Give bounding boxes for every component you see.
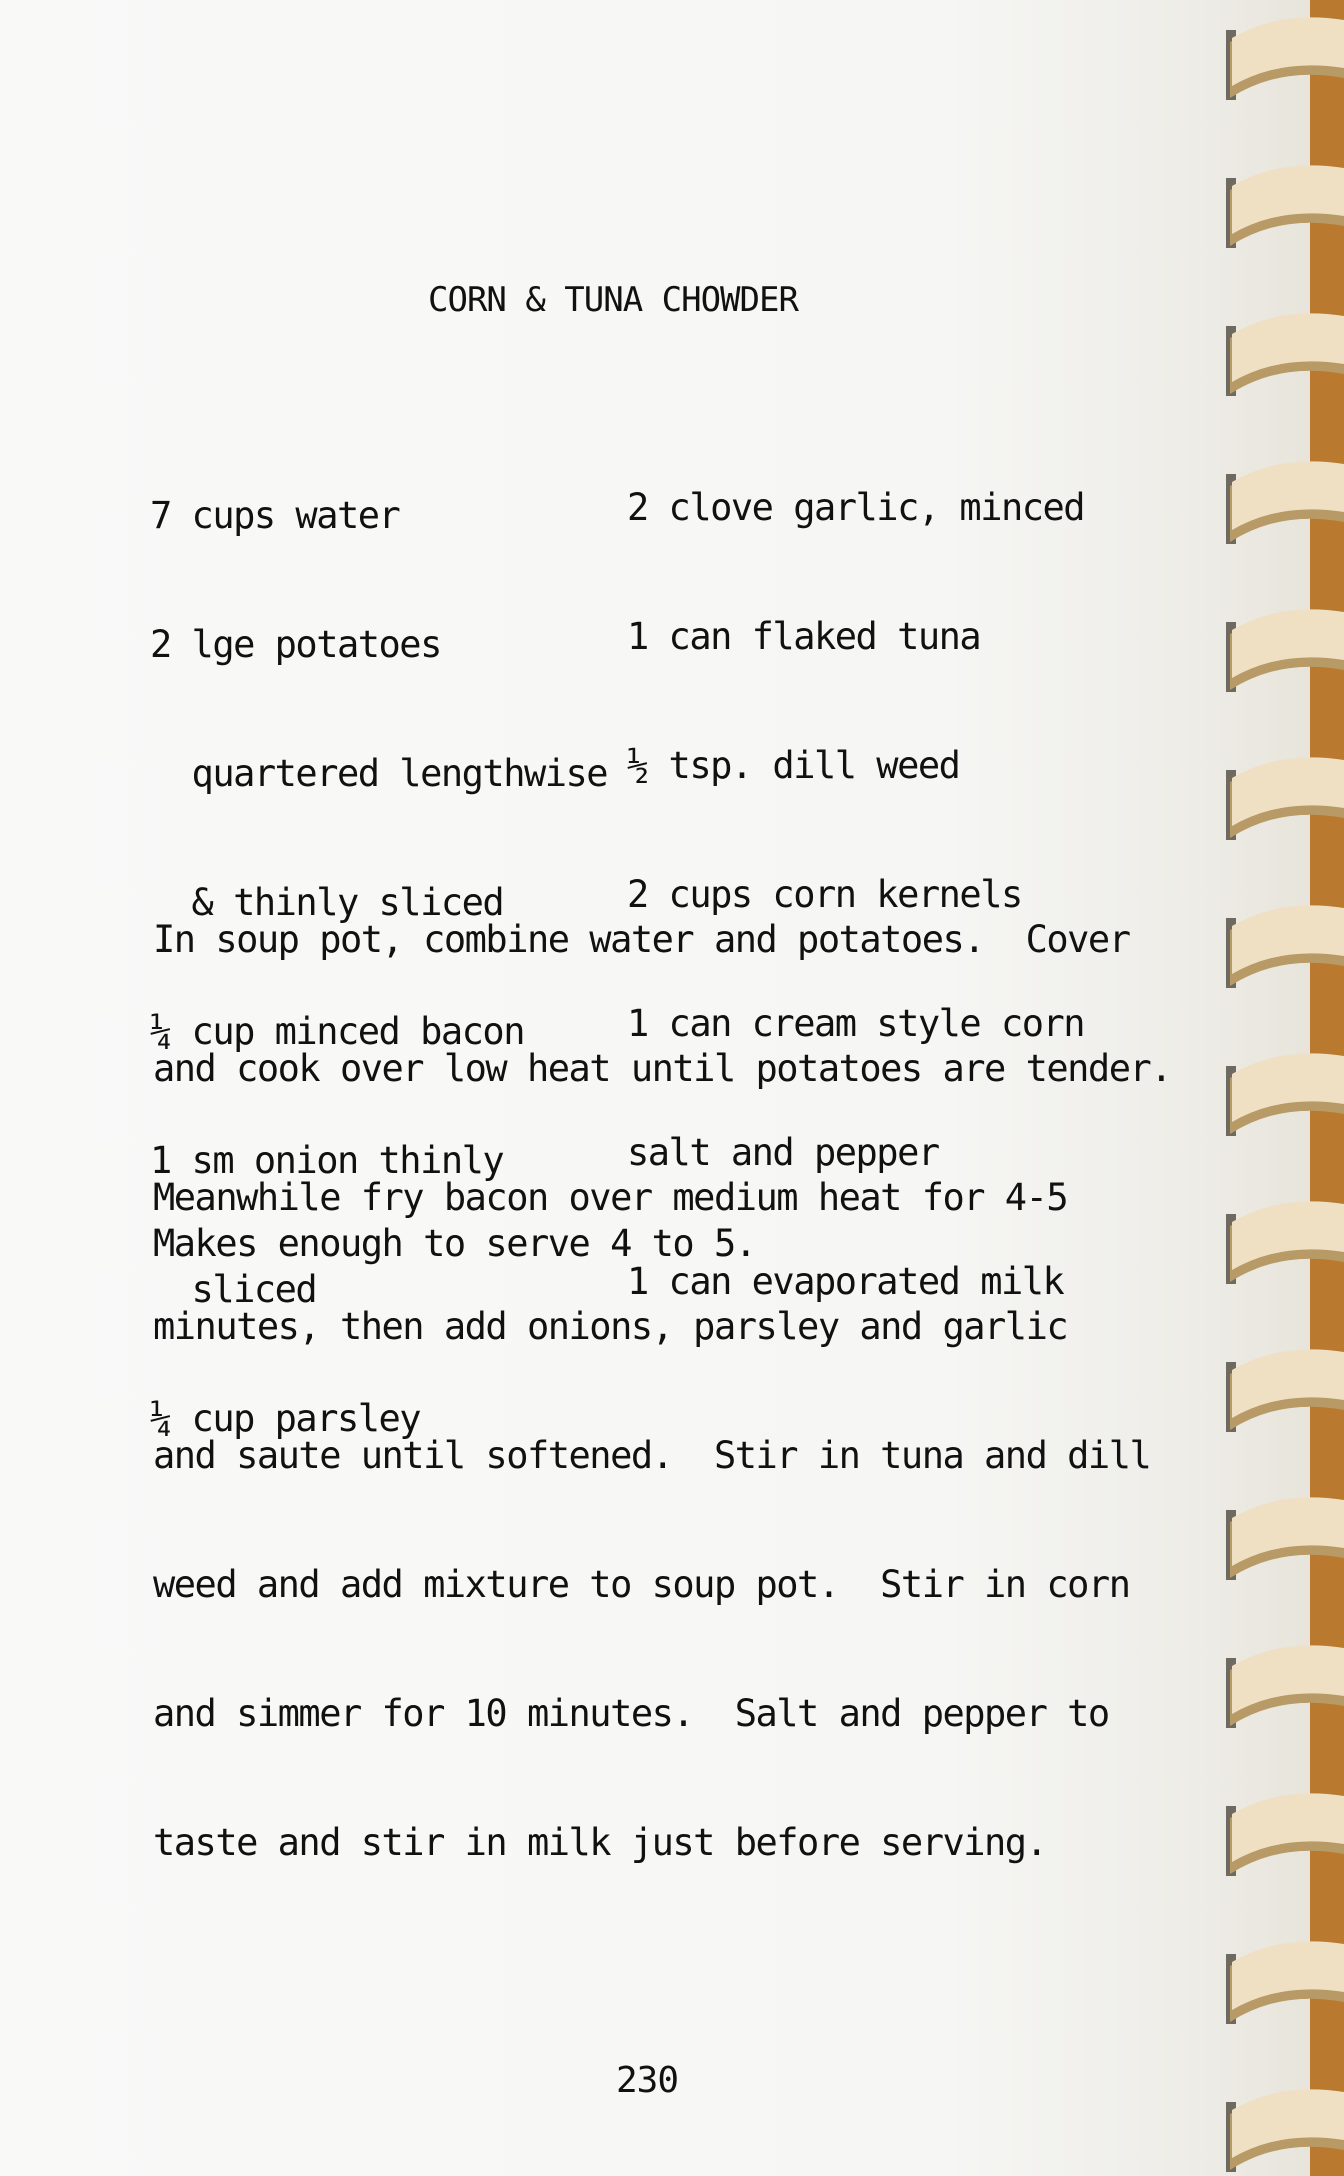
instruction-line: and saute until softened. Stir in tuna and dill bbox=[153, 1434, 1151, 1477]
ingredient-line: 1 can flaked tuna bbox=[627, 615, 981, 658]
instruction-line: Meanwhile fry bacon over medium heat for 4-5 bbox=[153, 1176, 1068, 1219]
ingredient-line: 1 sm onion thinly bbox=[150, 1139, 504, 1182]
ingredient-line: 2 clove garlic, minced bbox=[627, 486, 1085, 529]
ingredient-line: 1 can cream style corn bbox=[627, 1002, 1085, 1045]
instruction-line: minutes, then add onions, parsley and garlic bbox=[153, 1305, 1068, 1348]
instruction-line: In soup pot, combine water and potatoes. Cover bbox=[153, 918, 1130, 961]
recipe-title: CORN & TUNA CHOWDER bbox=[428, 280, 798, 320]
spiral-binding bbox=[1210, 0, 1344, 2176]
ingredient-line: & thinly sliced bbox=[150, 881, 504, 924]
page-number: 230 bbox=[616, 2060, 679, 2101]
ingredient-line: ½ tsp. dill weed bbox=[627, 744, 960, 787]
instruction-line: and simmer for 10 minutes. Salt and pepper to bbox=[153, 1692, 1109, 1735]
ingredient-line: 2 cups corn kernels bbox=[627, 873, 1022, 916]
ingredient-line: ¼ cup minced bacon bbox=[150, 1010, 524, 1053]
ingredient-line: salt and pepper bbox=[627, 1131, 939, 1174]
instruction-line: weed and add mixture to soup pot. Stir in corn bbox=[153, 1563, 1130, 1606]
ingredient-line: 1 can evaporated milk bbox=[627, 1260, 1064, 1303]
recipe-instructions bbox=[153, 832, 1172, 1950]
spiral-coils-icon bbox=[1210, 0, 1344, 2176]
instruction-line: taste and stir in milk just before serving. bbox=[153, 1821, 1047, 1864]
ingredient-line: quartered lengthwise bbox=[150, 752, 608, 795]
instruction-line: and cook over low heat until potatoes are tender. bbox=[153, 1047, 1172, 1090]
ingredient-line: 7 cups water bbox=[150, 494, 400, 537]
ingredient-line: sliced bbox=[150, 1268, 317, 1311]
recipe-yield: Makes enough to serve 4 to 5. bbox=[153, 1222, 756, 1265]
ingredient-line: ¼ cup parsley bbox=[150, 1397, 421, 1440]
ingredient-line: 2 lge potatoes bbox=[150, 623, 441, 666]
